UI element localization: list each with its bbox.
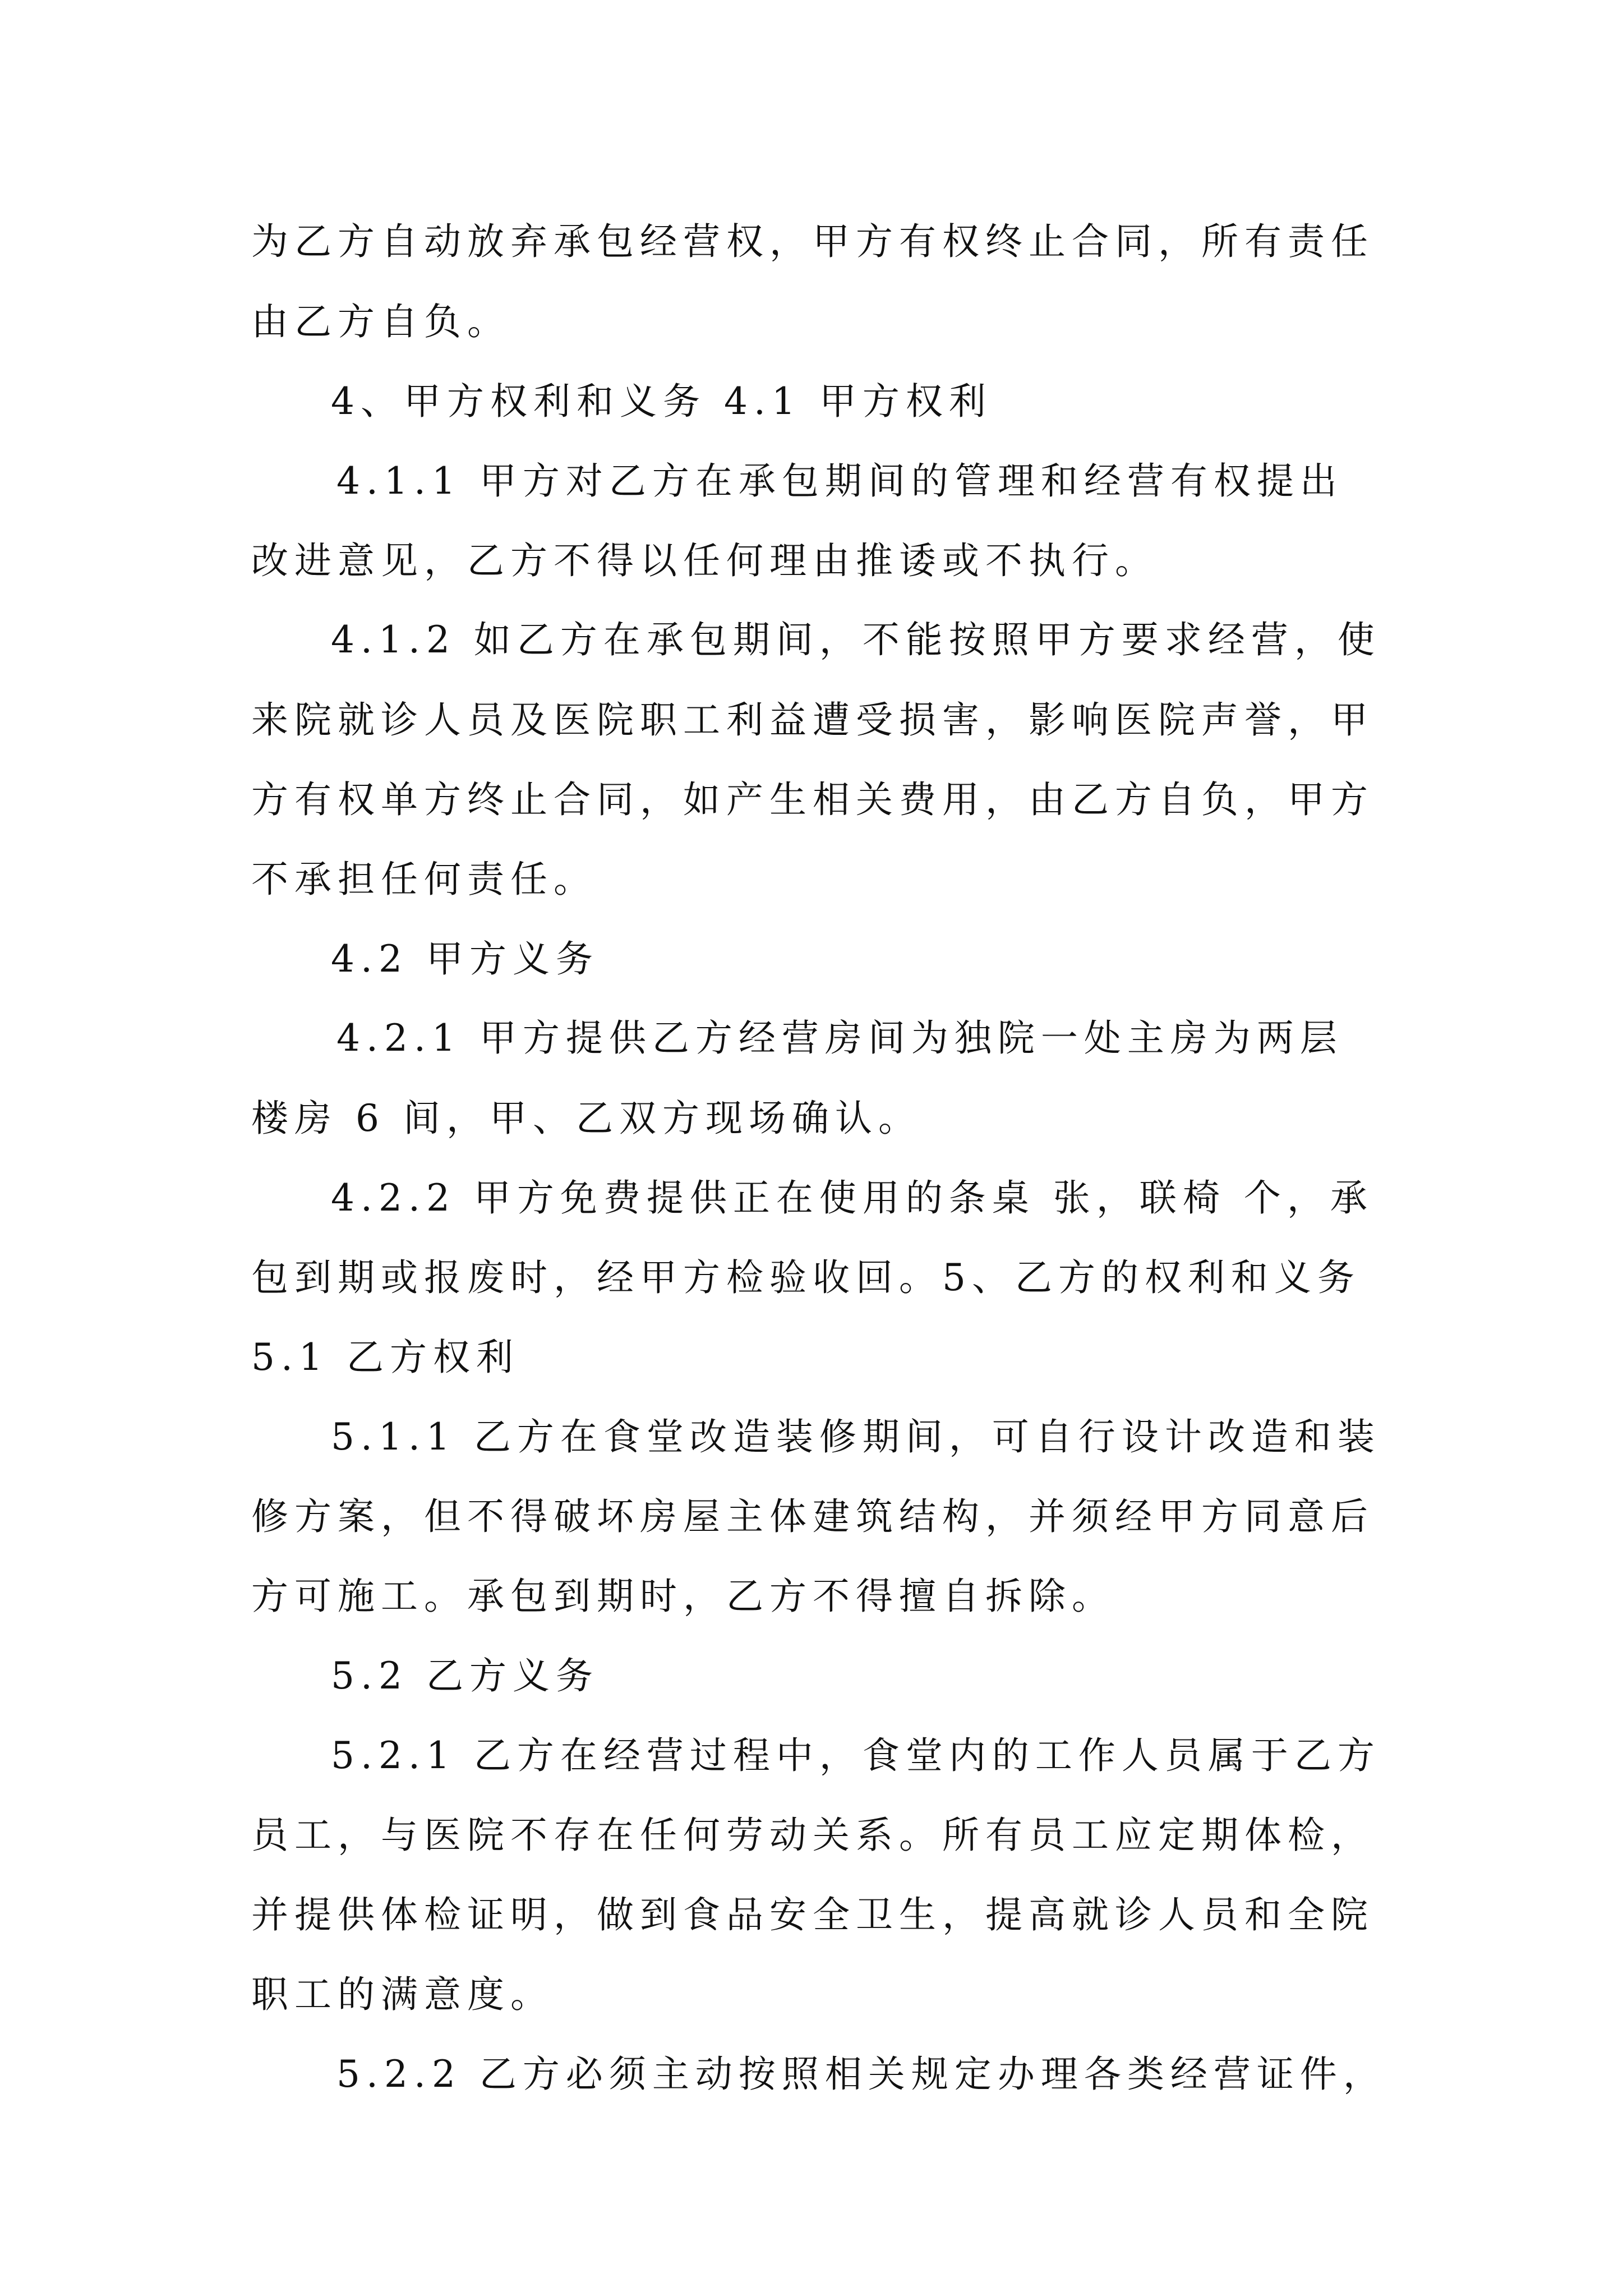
text-line: 5.2.2 乙方必须主动按照相关规定办理各类经营证件， <box>336 2053 1386 2096</box>
section-heading: 4.2 甲方义务 <box>331 937 599 981</box>
text-line: 4.2.1 甲方提供乙方经营房间为独院一处主房为两层 <box>336 1016 1343 1060</box>
section-heading: 5.2 乙方义务 <box>331 1654 599 1697</box>
text-line: 来院就诊人员及医院职工利益遭受损害，影响医院声誉，甲 <box>251 698 1374 742</box>
text-line: 4.1.2 如乙方在承包期间，不能按照甲方要求经营，使 <box>331 618 1381 661</box>
text-line: 修方案，但不得破坏房屋主体建筑结构，并须经甲方同意后 <box>251 1495 1374 1538</box>
text-line: 5.1.1 乙方在食堂改造装修期间，可自行设计改造和装 <box>331 1415 1381 1458</box>
text-line: 改进意见，乙方不得以任何理由推诿或不执行。 <box>251 539 1158 582</box>
text-line: 不承担任何责任。 <box>251 858 597 901</box>
text-line: 员工，与医院不存在任何劳动关系。所有员工应定期体检， <box>251 1814 1374 1857</box>
text-line: 职工的满意度。 <box>251 1973 554 2016</box>
text-line: 4.2.2 甲方免费提供正在使用的条桌 张，联椅 个，承 <box>331 1176 1373 1220</box>
text-line: 并提供体检证明，做到食品安全卫生，提高就诊人员和全院 <box>251 1893 1374 1936</box>
text-line: 包到期或报废时，经甲方检验收回。5、乙方的权利和义务 <box>251 1256 1361 1299</box>
text-line: 5.2.1 乙方在经营过程中，食堂内的工作人员属于乙方 <box>331 1734 1381 1777</box>
section-heading: 5.1 乙方权利 <box>251 1336 519 1379</box>
text-line: 由乙方自负。 <box>251 300 510 343</box>
text-line: 楼房 6 间，甲、乙双方现场确认。 <box>251 1097 921 1140</box>
text-line: 4.1.1 甲方对乙方在承包期间的管理和经营有权提出 <box>336 459 1343 503</box>
text-line: 方有权单方终止合同，如产生相关费用，由乙方自负，甲方 <box>251 778 1374 821</box>
text-line: 为乙方自动放弃承包经营权，甲方有权终止合同，所有责任 <box>251 220 1374 263</box>
section-heading: 4、甲方权利和义务 4.1 甲方权利 <box>331 380 992 423</box>
text-line: 方可施工。承包到期时，乙方不得擅自拆除。 <box>251 1575 1115 1618</box>
